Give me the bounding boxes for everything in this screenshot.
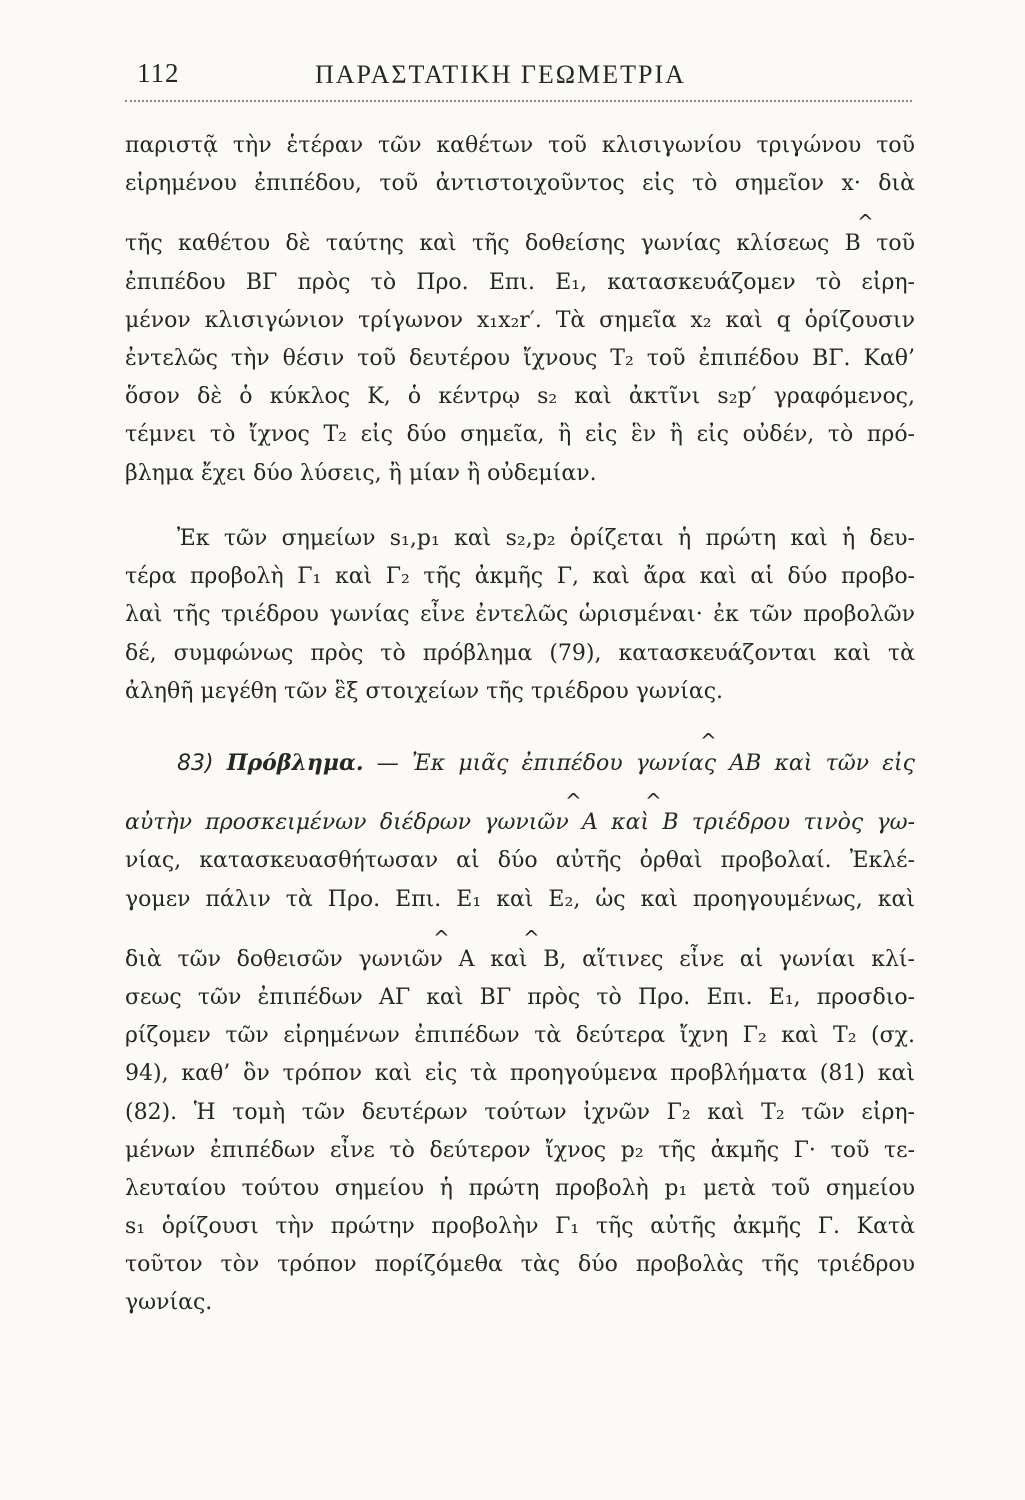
text-line: τέμνει τὸ ἴχνος T₂ εἰς δύο σημεῖα, ἢ εἰς ἓν ἢ εἰς οὐδέν, τὸ πρό-: [125, 422, 915, 448]
text-line: δέ, συμφώνως πρὸς τὸ πρόβλημα (79), κατασκευάζονται καὶ τὰ: [125, 640, 915, 666]
text-line: 94), καθ’ ὃν τρόπον καὶ εἰς τὰ προηγούμενα προβλήματα (81) καὶ: [125, 1061, 915, 1087]
text-line: σεως τῶν ἐπιπέδων ΑΓ καὶ ΒΓ πρὸς τὸ Προ. Επι. E₁, προσδιο-: [125, 984, 915, 1010]
text-line: s₁ ὁρίζουσι τὴν πρώτην προβολὴν Γ₁ τῆς αὐτῆς ἀκμῆς Γ. Κατὰ: [125, 1214, 915, 1240]
text-line: βλημα ἔχει δύο λύσεις, ἢ μίαν ἢ οὐδεμίαν.: [125, 460, 597, 486]
problem-title: Πρόβλημα.: [226, 750, 364, 776]
text-line: εἰρημένου ἐπιπέδου, τοῦ ἀντιστοιχοῦντος εἰς τὸ σημεῖον x· διὰ: [125, 171, 915, 197]
angle-caret: ^: [645, 789, 662, 814]
text-line: ἐπιπέδου ΒΓ πρὸς τὸ Προ. Επι. E₁, κατασκευάζομεν τὸ εἰρη-: [125, 269, 915, 295]
angle-caret: ^: [565, 789, 582, 814]
text-line: ἀληθῆ μεγέθη τῶν ἓξ στοιχείων τῆς τριέδρου γωνίας.: [125, 678, 724, 704]
header-dotted-rule: [125, 100, 912, 102]
text-line: λαὶ τῆς τριέδρου γωνίας εἶνε ἐντελῶς ὡρισμέναι· ἐκ τῶν προβολῶν: [125, 602, 915, 628]
page-number: 112: [137, 58, 180, 88]
angle-caret: ^: [433, 925, 450, 950]
text-line: λευταίου τούτου σημείου ἡ πρώτη προβολὴ p₁ μετὰ τοῦ σημείου: [125, 1175, 915, 1201]
angle-caret: ^: [700, 729, 717, 753]
problem-number: 83): [177, 751, 214, 776]
text-line: ὅσον δὲ ὁ κύκλος K, ὁ κέντρῳ s₂ καὶ ἀκτῖνι s₂p′ γραφόμενος,: [125, 384, 915, 410]
page-header: [125, 58, 912, 98]
text-line: τοῦτον τὸν τρόπον πορίζόμεθα τὰς δύο προβολὰς τῆς τριέδρου: [125, 1252, 915, 1278]
text-line: (82). Ἡ τομὴ τῶν δευτέρων τούτων ἰχνῶν Γ₂ καὶ T₂ τῶν εἰρη-: [125, 1099, 915, 1125]
text-line: παριστᾷ τὴν ἑτέραν τῶν καθέτων τοῦ κλισιγωνίου τριγώνου τοῦ: [125, 133, 915, 158]
problem-statement-start: — Ἐκ μιᾶς ἐπιπέδου γωνίας AB καὶ τῶν εἰς: [376, 751, 915, 776]
text-line: ρίζομεν τῶν εἰρημένων ἐπιπέδων τὰ δεύτερα ἴχνη Γ₂ καὶ T₂ (σχ.: [125, 1023, 915, 1049]
paragraph-continuation: [125, 127, 915, 493]
paragraph-projections: [125, 520, 915, 711]
running-title: ΠΑΡΑΣΤΑΤΙΚΗ ΓΕΩΜΕΤΡΙΑ: [315, 60, 686, 89]
text-line: τῆς καθέτου δὲ ταύτης καὶ τῆς δοθείσης γωνίας κλίσεως B τοῦ: [125, 231, 915, 257]
problem-heading-line: [125, 744, 915, 782]
text-line: διὰ τῶν δοθεισῶν γωνιῶν A καὶ B, αἵτινες εἶνε αἱ γωνίαι κλί-: [125, 946, 915, 972]
text-line: μένον κλισιγώνιον τρίγωνον x₁x₂r′. Τὰ σημεῖα x₂ καὶ q ὁρίζουσιν: [125, 307, 915, 333]
angle-mark-row: [125, 203, 915, 235]
angle-caret: ^: [523, 925, 540, 950]
angle-mark-row: [125, 722, 915, 753]
text-line: νίας, κατασκευασθήτωσαν αἱ δύο αὐτῆς ὀρθαὶ προβολαί. Ἐκλέ-: [125, 848, 915, 874]
text-line: τέρα προβολὴ Γ₁ καὶ Γ₂ τῆς ἀκμῆς Γ, καὶ ἄρα καὶ αἱ δύο προβο-: [125, 564, 915, 590]
text-line: γομεν πάλιν τὰ Προ. Επι. E₁ καὶ E₂, ὡς καὶ προηγουμένως, καὶ: [125, 886, 915, 912]
angle-mark-row: [125, 782, 915, 814]
text-line: γωνίας.: [125, 1290, 213, 1316]
text-line: μένων ἐπιπέδων εἶνε τὸ δεύτερον ἴχνος p₂ τῆς ἀκμῆς Γ· τοῦ τε-: [125, 1137, 915, 1163]
problem-83: [125, 722, 915, 1323]
text-line: ἐντελῶς τὴν θέσιν τοῦ δευτέρου ἴχνους T₂ τοῦ ἐπιπέδου ΒΓ. Καθ’: [125, 345, 915, 371]
text-line: Ἐκ τῶν σημείων s₁,p₁ καὶ s₂,p₂ ὁρίζεται ἡ πρώτη καὶ ἡ δευ-: [177, 526, 915, 551]
text-line: αὐτὴν προσκειμένων διέδρων γωνιῶν A καὶ B τριέδρου τινὸς γω-: [125, 810, 915, 836]
angle-caret: ^: [857, 210, 874, 235]
angle-mark-row: [125, 919, 915, 950]
